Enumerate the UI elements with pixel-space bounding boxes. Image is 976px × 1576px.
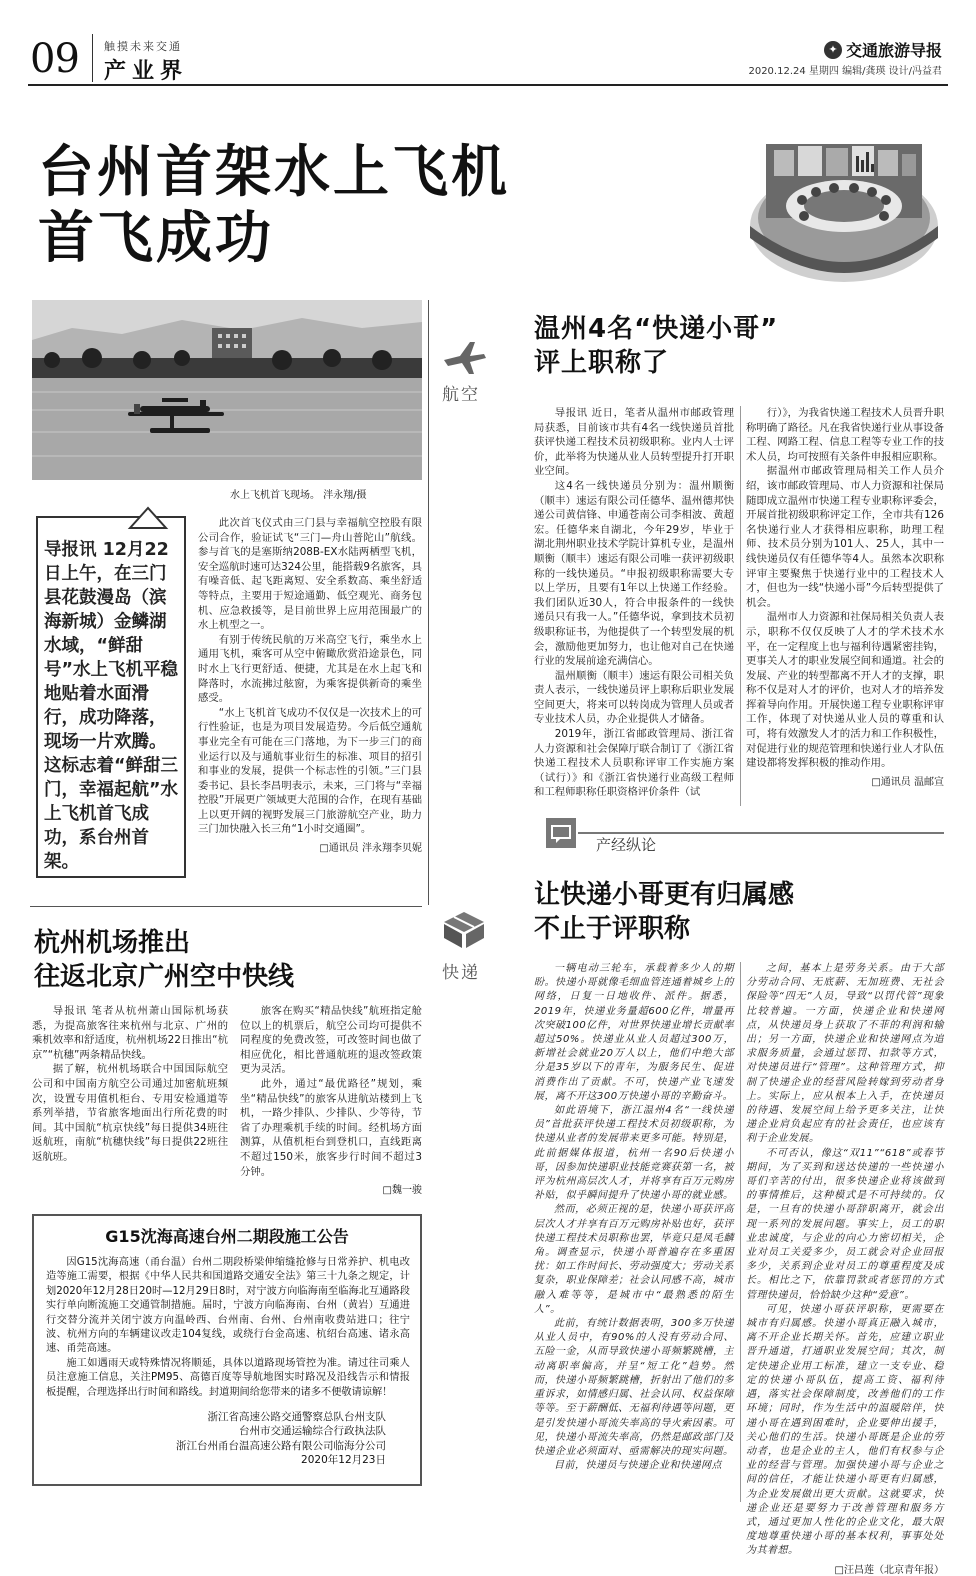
category-aviation: 航空 (442, 385, 480, 405)
headline-line: 评上职称了 (534, 348, 670, 378)
pull-quote: 导报讯 12月22日上午，在三门县花鼓漫岛（滨海新城）金鳞湖水域，“鲜甜号”水上飞机平稳地贴着水面滑行，成功降落，现场一片欢腾。这标志着“鲜甜三门，幸福起航”水上飞机首飞成功，系台州首架。 (44, 540, 179, 872)
article-text (534, 962, 734, 1473)
section-name: 产业界 (104, 59, 189, 84)
signature-line: 浙江台州甬台温高速公路有限公司临海分公司 (176, 1439, 386, 1452)
notice-body (46, 1256, 410, 1400)
headline-line: 温州4名“快递小哥” (534, 314, 779, 344)
header-subtitle: 触摸未来交通 (104, 40, 182, 53)
headline-line: 往返北京广州空中快线 (34, 962, 295, 992)
paragraph: 此次首飞仪式由三门县与幸福航空控股有限公司合作，验证试飞“三门—舟山普陀山”航线。参与首飞的是塞斯纳208B-EX水陆两栖型飞机，安全巡航时速可达324公里，能搭载9名旅客，具有噪音低、起飞距离短、安全系数高、乘坐舒适等特点，主要用于短途通勤、低空观光、商务包机、应急救援等，是目前世界上应用范围最广的水上机型之一。 (198, 517, 422, 632)
article-text (240, 1004, 422, 1179)
header-divider (92, 34, 93, 82)
commentary-tag-badge (546, 818, 576, 848)
commentary-headline (534, 878, 794, 946)
byline: □魏一骏 (382, 1185, 422, 1197)
paragraph: “水上飞机首飞成功不仅仅是一次技术上的可行性验证，也是为项目发展造势。今后低空通航事业完全有可能在三门落地，为下一步三门的商业运行以及与通航事业衍生的标准、项目的招引和事业的发展，提供一个标志性的引领。”三门县委书记、县长李昌明表示，未来，三门将与“幸福控股”开展更广领域更大范围的合作，在现有基础上以更开阔的视野发展三门旅游航空产业，助力三门加快融入长三角“1小时交通圈”。 (198, 706, 422, 836)
headline-line: 让快递小哥更有归属感 (534, 880, 795, 910)
paragraph: 一辆电动三轮车，承载着多少人的期盼。快递小哥就像毛细血管连通着城乡上的网络，日复一日地收件、派件。据悉，2019年，快递业务量超600亿件，增量再次突破100亿件，对世界快递业增长贡献率超过50%。快递业从业人员超过300万，新增社会就业20万人以上，他们中绝大部分是35岁以下的青年，为服务民生、促进消费作出了贡献。不可，快递产业飞速发展，离不开这300万快递小哥的辛勤奋斗。 (534, 963, 734, 1102)
paragraph: 这4名一线快递员分别为：温州顺衡（顺丰）速运有限公司任德华、温州德邦快递公司黄信锋、申通苍南公司李相波、黄超宏。任德华来自湖北，今年29岁，毕业于湖北荆州职业技术学院计算机专业，是温州顺衡（顺丰）速运有限公司唯一获评初级职称的一线快递员。“申报初级职称需要大专以上学历，且要有1年以上快递工作经验。我们团队近30人，符合申报条件的一线快递员只有我一人。”任德华说，拿到技术员初级职称证书，为他提供了一个转型发展的机会，激励他更加努力，也让他对自己在快递行业的发展前途充满信心。 (534, 479, 734, 668)
headline-line: 杭州机场推出 (34, 928, 191, 958)
paragraph: 有别于传统民航的万米高空飞行，乘坐水上通用飞机，乘客可从空中俯瞰欣赏沿途景色，同时水上飞行更舒适、便捷，尤其是在水上起飞和降落时，水流拂过舷窗，为乘客提供新奇的乘坐感受。 (198, 633, 422, 705)
paragraph: 据了解，杭州机场联合中国国际航空公司和中国南方航空公司通过加密航班频次，设置专用值机柜台、专用安检通道等系列举措，节省旅客地面出行所花费的时间。其中国航“杭京快线”每日提供34班往返航班，南航“杭穗快线”每日提供22班往返航班。 (32, 1063, 228, 1163)
section-rule (30, 906, 422, 907)
paragraph: 可见，快递小哥获评职称，更需要在城市有归属感。快递小哥真正融入城市，离不开企业长期关怀。首先，应建立职业晋升通道，打通职业发展空间；其次，制定快递企业用工标准，建立一支专业、稳定的快递小哥队伍，提高工资、福利待遇，落实社会保障制度，改善他们的工作环境；同时，作为生活中的温暖陪伴，快递小哥在遇到困难时，企业要伸出援手，关心他们的生活。快递小哥既是企业的劳动者，也是企业的主人，他们有权参与企业的经营与管理。加强快递小哥与企业之间的信任，才能让快递小哥更有归属感，为企业发展做出更大贡献。这就要求，快递企业还是要努力于改善管理和服务方式，通过更加人性化的企业文化，最大限度地尊重快递小哥的基本权利，事事处处为其着想。 (746, 1303, 944, 1557)
paragraph: 不可否认，像这“双11”“618”或春节期间，为了买到和送达快递的一些快递小哥们辛苦的付出，很多快递企业将该做到的事情推后，这种模式是不可持续的。仅是，一旦有的快递小哥辞职离开，就会出现一系列的发展问题。事实上，员工的职业忠诚度，与企业的向心力密切相关，企业对员工关爱多少，员工就会对企业回报多少，关系到企业对员工的尊重程度及成长。相比之下，依靠罚款或者惩罚的方式管理快递员，恰恰缺少这种“爱意”。 (746, 1147, 944, 1301)
chat-icon (546, 818, 576, 848)
category-express: 快递 (442, 963, 480, 983)
byline: □通讯员 泮永翔李贝妮 (319, 843, 422, 855)
paragraph: 因G15沈海高速（甬台温）台州二期段桥梁伸缩缝抢修与日常养护、机电改造等施工需要，根据《中华人民共和国道路交通安全法》第三十九条之规定，计划2020年12月28日20时—12月29日8时，对宁波方向临海南至临海北互通路段实行单向断流施工交通管制措施。届时，宁波方向临海南、台州（黄岩）互通进行交替分流并关闭宁波方向温岭西、台州南、台州、台州南收费站进口；往宁波、杭州方向的车辆建议改走104复线，或绕行台金高速、杭绍台高速、诸永高速、甬莞高速。 (46, 1257, 410, 1355)
paragraph: 目前，快递员与快递企业和快递网点 (554, 1460, 722, 1472)
paragraph: 温州顺衡（顺丰）速运有限公司相关负责人表示，一线快递员评上职称后职业发展空间更大，将来可以转岗成为管理人员或者专业技术人员，办企业提供人才储备。 (534, 669, 734, 726)
seaplane-article-body (198, 516, 422, 854)
signature-line: 台州市交通运输综合行政执法队 (239, 1425, 386, 1438)
paragraph: 此外，通过“最优路径”规划，乘坐“精品快线”的旅客从进航站楼到上飞机，一路少排队、少排队、少等待，节省了办理乘机手续的时间。经机场方面测算，从值机柜台到登机口，直线距离不超过150米，旅客步行时间不超过3分钟。 (240, 1077, 422, 1178)
headline-line: 不止于评职称 (534, 914, 691, 944)
paragraph: 施工如遇雨天或特殊情况将顺延，具体以道路现场管控为准。请过往司乘人员注意施工信息，关注PM95、高德百度等导航地图实时路况及沿线告示和情报板提醒，合理选择出行时间和路线。封道期间给您带来的诸多不便敬请谅解！ (46, 1357, 410, 1398)
page-number: 09 (30, 36, 79, 82)
seaplane-photo (32, 300, 422, 480)
express-headline (534, 312, 778, 380)
article-text (32, 1004, 228, 1165)
airport-article-col2 (240, 1004, 422, 1196)
byline: □通讯员 温邮宣 (871, 776, 944, 788)
paragraph: 导报讯 笔者从杭州萧山国际机场获悉，为提高旅客往来杭州与北京、广州的乘机效率和舒适度，杭州机场22日推出“杭京”“杭穗”两条精品快线。 (32, 1005, 228, 1061)
photo-caption: 水上飞机首飞现场。 泮永翔/摄 (230, 490, 367, 501)
paragraph: 如此语境下，浙江温州4名“一线快递员”首批获评快递工程技术员初级职称，为快递从业者的发展带来更多可能。特别是，此前据媒体报道，杭州一名90后快递小哥，因参加快递职业技能竞赛获第一名，被评为杭州高层次人才，并将享有百万元购房补贴，似乎瞬间提升了快递小哥的就业感。 (534, 1105, 734, 1202)
paragraph: 旅客在购买“精品快线”航班指定舱位以上的机票后，航空公司均可提供不同程度的免费改签，可改签时间也做了相应优化，相比普通航班的退改签政策更为灵活。 (240, 1005, 422, 1076)
header-rule (28, 84, 948, 86)
airport-article-col1 (32, 1004, 228, 1165)
package-icon (440, 910, 488, 950)
express-article-col2 (746, 406, 944, 788)
airplane-icon (440, 338, 488, 378)
column-rule (428, 300, 429, 905)
column-rule (740, 962, 741, 1502)
commentary-col1 (534, 962, 734, 1473)
column-rule (740, 406, 741, 806)
masthead-name: 交通旅游导报 (845, 41, 942, 60)
airport-headline (34, 926, 294, 994)
paragraph: 行）》，为我省快递工程技术人员晋升职称明确了路径。凡在我省快递行业从事设备工程、网路工程、信息工程等专业工作的技术人员，均可按照有关条件申报相应职称。 (746, 407, 944, 463)
byline: □汪昌莲（北京青年报） (834, 1564, 944, 1576)
conference-room-illustration (744, 108, 944, 298)
paragraph: 据温州市邮政管理局相关工作人员介绍，该市邮政管理局、市人力资源和社保局随即成立温州市快递工程专业职称评委会，开展首批初级职称评定工作，全市共有126名快递行业人才获得相应职称，助理工程师、技术员分别为101人、25人，其中一线快递员仅有任德华等4人。虽然本次职称评审主要聚焦于快递行业中的工程技术人才，但也为一线“快递小哥”今后转型提供了机会。 (746, 465, 944, 609)
express-article-col1 (534, 406, 734, 800)
notice-title: G15沈海高速台州二期段施工公告 (105, 1227, 349, 1246)
paragraph: 温州市人力资源和社保局相关负责人表示，职称不仅仅反映了人才的学术技术水平，在一定程度上也与福利待遇紧密挂钩，更事关人才的职业发展空间和通道。社会的发展、产业的转型都离不开人才的支撑，职称不仅是对人才的评价，也对人才的培养发挥着导向作用。开展快递工程专业职称评审工作，体现了对快递从业人员的尊重和认可，将有效激发人才的活力和工作积极性，对促进行业的规范管理和快递行业人才队伍建设都将发挥积极的推动作用。 (746, 611, 944, 770)
paragraph: 此前，有统计数据表明，300多万快递从业人员中，有90%的人没有劳动合同、五险一金，从而导致快递小哥频繁跳槽，主动离职率偏高，并呈“短工化”趋势。然而，快递小哥频繁跳槽，折射出了他们的多重诉求，如情感归属、社会认同、权益保障等等。至于薪酬低、无福利待遇等问题，更是引发快递小哥流失率高的导火索因素。可见，快递小哥流失率高，仍然是邮政部门及快递企业必须面对、亟需解决的现实问题。 (534, 1318, 734, 1457)
signature-line: 浙江省高速公路交通警察总队台州支队 (207, 1411, 386, 1423)
article-text (534, 406, 734, 800)
date-line: 2020.12.24 星期四 编辑/龚瑛 设计/冯益君 (748, 66, 942, 77)
commentary-col2 (746, 962, 944, 1576)
main-headline (38, 140, 510, 272)
signature-line: 2020年12月23日 (301, 1454, 386, 1467)
headline-line: 台州首架水上飞机 (38, 140, 510, 205)
masthead-logo (824, 38, 942, 61)
logo-icon: ✦ (824, 41, 842, 59)
paragraph: 导报讯 近日，笔者从温州市邮政管理局获悉，目前该市共有4名一线快递员首批获评快递工程技术员初级职称。业内人士评价，此举将为快递从业人员转型提升打开职业空间。 (534, 407, 734, 478)
article-text (746, 962, 944, 1559)
headline-line: 首飞成功 (38, 206, 274, 271)
paragraph: 2019年，浙江省邮政管理局、浙江省人力资源和社会保障厅联合制订了《浙江省快递工程技术人员职称评审工作实施方案（试行）》和《浙江省快递行业高级工程师和工程师职称任职资格评价条件（试 (534, 728, 734, 799)
quote-tab-icon (128, 506, 168, 530)
article-text (746, 406, 944, 771)
paragraph: 之间，基本上是劳务关系。由于大部分劳动合同、无底薪、无加班费、无社会保险等“四无”人员，导致“以罚代管”现象比较普遍。一方面，快递企业和快递网点，从快递员身上获取了不菲的利润和输出；另一方面，快递企业和快递网点为追求服务质量，会通过惩罚、扣款等方式，对快递员进行“管理”。这种管理方式，抑制了快递企业的经营风险转嫁到劳动者身上。实际上，应从根本上入手，在快递员的待遇、发展空间上给予更多关注，让快递企业肩负起应有的社会责任，也应该有利于企业发展。 (746, 963, 944, 1145)
paragraph: 然而，必须正视的是，快递小哥获评高层次人才并享有百万元购房补贴也好，获评快递工程技术员职称也罢，毕竟只是凤毛麟角。调查显示，快递小哥普遍存在多重困扰：如工作时间长、劳动强度大；劳动关系复杂，职业保障差；社会认同感不高，城市融入难等等，是城市中“最熟悉的陌生人”。 (534, 1204, 734, 1315)
commentary-tag-label: 产经纵论 (596, 836, 657, 854)
notice-signature (46, 1410, 386, 1468)
